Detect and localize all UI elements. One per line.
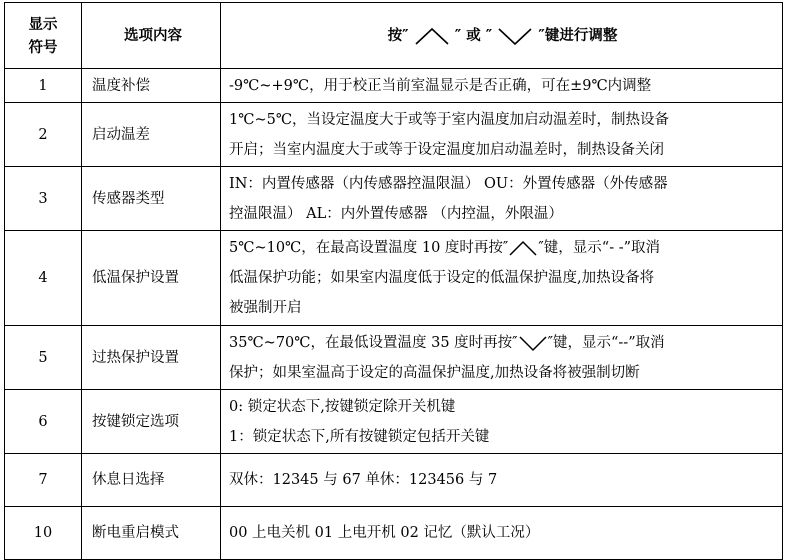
table-row bbox=[5, 507, 783, 560]
row-option-name: 按键锁定选项 bbox=[82, 390, 221, 454]
row-description bbox=[221, 103, 783, 167]
description-line: 00 上电关机 01 上电开机 02 记忆（默认工况） bbox=[229, 525, 540, 541]
row-option-name: 断电重启模式 bbox=[82, 507, 221, 560]
up-chevron-icon bbox=[414, 26, 450, 46]
row-number: 7 bbox=[5, 454, 82, 507]
description-line: 0: 锁定状态下,按键锁定除开关机键 bbox=[229, 398, 456, 415]
table-row bbox=[5, 69, 783, 103]
description-line: 控温限温） AL：内外置传感器 （内控温，外限温） bbox=[229, 205, 563, 222]
description-line: 保护；如果室温高于设定的高温保护温度,加热设备将被强制切断 bbox=[229, 364, 640, 381]
description-line: 1：锁定状态下,所有按键锁定包括开关键 bbox=[229, 428, 490, 445]
table-row bbox=[5, 326, 783, 390]
row-option-name: 启动温差 bbox=[82, 103, 221, 167]
row-number: 1 bbox=[5, 69, 82, 103]
down-chevron-icon bbox=[497, 26, 533, 46]
table-row bbox=[5, 231, 783, 326]
header-option-content: 选项内容 bbox=[82, 3, 221, 69]
description-line bbox=[229, 328, 776, 358]
row-number: 10 bbox=[5, 507, 82, 560]
header-adjust-or: ″ 或 ″ bbox=[454, 26, 493, 44]
header-adjust-instruction bbox=[221, 3, 783, 69]
table-row bbox=[5, 390, 783, 454]
row-description bbox=[221, 69, 783, 103]
row-option-name: 休息日选择 bbox=[82, 454, 221, 507]
row-number: 3 bbox=[5, 167, 82, 231]
header-display-symbol-line2: 符号 bbox=[28, 38, 58, 56]
row-option-name: 温度补偿 bbox=[82, 69, 221, 103]
header-adjust-suffix: ″键进行调整 bbox=[538, 26, 618, 44]
table-row bbox=[5, 103, 783, 167]
row-description bbox=[221, 167, 783, 231]
description-line: 开启；当室内温度大于或等于设定温度加启动温差时，制热设备关闭 bbox=[229, 141, 664, 158]
table-row bbox=[5, 454, 783, 507]
description-line: IN：内置传感器（内传感器控温限温） OU：外置传感器（外传感器 bbox=[229, 175, 668, 192]
description-line: 被强制开启 bbox=[229, 300, 302, 316]
table-header-row bbox=[5, 3, 783, 69]
description-text: 35℃~70℃，在最低设置温度 35 度时再按″ bbox=[229, 334, 518, 351]
row-number: 5 bbox=[5, 326, 82, 390]
row-description bbox=[221, 326, 783, 390]
row-option-name: 传感器类型 bbox=[82, 167, 221, 231]
table-row bbox=[5, 167, 783, 231]
description-line: -9℃~+9℃，用于校正当前室温显示是否正确，可在±9℃内调整 bbox=[229, 77, 652, 94]
header-adjust-prefix: 按″ bbox=[387, 26, 409, 44]
row-description bbox=[221, 231, 783, 326]
row-number: 6 bbox=[5, 390, 82, 454]
description-line: 低温保护功能；如果室内温度低于设定的低温保护温度,加热设备将 bbox=[229, 270, 655, 286]
row-description bbox=[221, 454, 783, 507]
description-line: 双休：12345 与 67 单休：123456 与 7 bbox=[229, 472, 498, 488]
row-option-name: 过热保护设置 bbox=[82, 326, 221, 390]
header-display-symbol-line1: 显示 bbox=[28, 15, 58, 33]
description-text: ″键，显示“--”取消 bbox=[547, 334, 665, 351]
up-chevron-icon bbox=[508, 239, 538, 257]
settings-table bbox=[4, 2, 783, 560]
row-description bbox=[221, 507, 783, 560]
description-text: ″键，显示“- -”取消 bbox=[538, 240, 661, 256]
row-number: 4 bbox=[5, 231, 82, 326]
down-chevron-icon bbox=[518, 334, 548, 352]
row-number: 2 bbox=[5, 103, 82, 167]
description-text: 5℃~10℃，在最高设置温度 10 度时再按″ bbox=[229, 240, 509, 256]
header-display-symbol bbox=[5, 3, 82, 69]
description-line: 1℃~5℃，当设定温度大于或等于室内温度加启动温差时，制热设备 bbox=[229, 111, 670, 128]
row-description bbox=[221, 390, 783, 454]
description-line bbox=[229, 233, 776, 263]
row-option-name: 低温保护设置 bbox=[82, 231, 221, 326]
